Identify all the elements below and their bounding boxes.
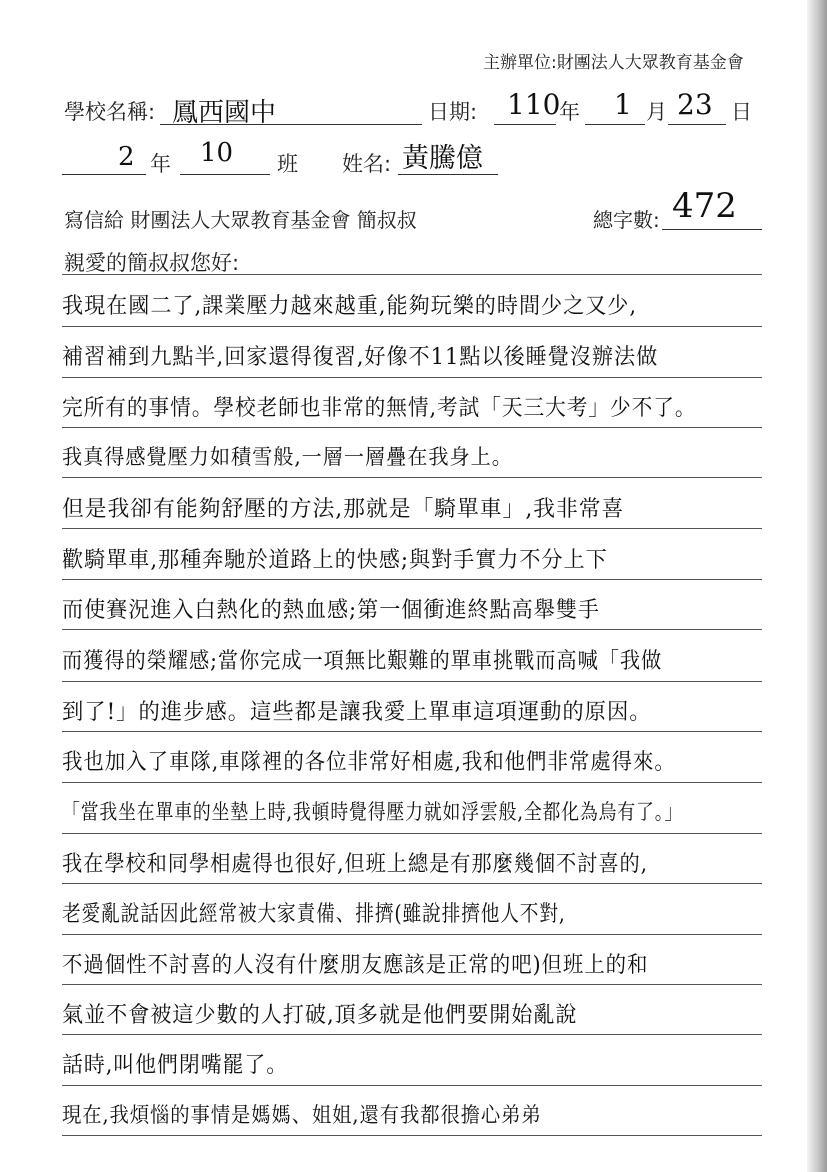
ruled-line <box>62 326 762 327</box>
letter-line: 到了!」的進步感。這些都是讓我愛上單車這項運動的原因。 <box>62 700 652 725</box>
year-label: 年 <box>559 100 580 124</box>
ruled-line <box>62 528 762 529</box>
ruled-line <box>62 984 762 985</box>
ruled-line <box>62 833 762 834</box>
salutation: 親愛的簡叔叔您好: <box>64 251 240 275</box>
name-underline <box>398 174 498 175</box>
binding-shadow <box>807 0 827 1172</box>
organizer-label: 主辦單位:財團法人大眾教育基金會 <box>483 53 744 73</box>
ruled-line <box>62 934 762 935</box>
letter-line: 我真得感覺壓力如積雪般,一層一層疊在我身上。 <box>62 445 513 469</box>
letter-line: 我也加入了車隊,車隊裡的各位非常好相處,我和他們非常處得來。 <box>62 750 676 775</box>
letter-line: 氣並不會被這少數的人打破,頂多就是他們要開始亂說 <box>62 1003 578 1028</box>
class-underline <box>180 174 270 175</box>
letter-line: 老愛亂說話因此經常被大家責備、排擠(雖說排擠他人不對, <box>62 902 566 927</box>
letter-line: 我在學校和同學相處得也很好,但班上總是有那麼幾個不討喜的, <box>62 852 649 877</box>
month-value: 1 <box>614 88 632 121</box>
month-label: 月 <box>646 100 667 124</box>
ruled-line <box>62 1135 762 1136</box>
word-count-value: 472 <box>672 186 737 226</box>
name-label: 姓名: <box>342 152 392 176</box>
letter-line: 「當我坐在單車的坐墊上時,我頓時覺得壓力就如浮雲般,全都化為烏有了。」 <box>62 800 684 824</box>
ruled-line <box>62 274 762 275</box>
word-count-underline <box>662 229 762 230</box>
grade-value: 2 <box>118 142 135 172</box>
letter-line: 歡騎單車,那種奔馳於道路上的快感;與對手實力不分上下 <box>62 548 608 573</box>
letter-line: 但是我卻有能夠舒壓的方法,那就是「騎單車」,我非常喜 <box>62 497 625 522</box>
ruled-line <box>62 883 762 884</box>
letter-line: 不過個性不討喜的人沒有什麼朋友應該是正常的吧)但班上的和 <box>62 953 649 978</box>
class-label: 班 <box>277 152 298 176</box>
day-value: 23 <box>677 88 713 121</box>
school-label: 學校名稱: <box>64 100 156 124</box>
letter-line: 話時,叫他們閉嘴罷了。 <box>62 1053 289 1078</box>
year-value: 110 <box>507 88 561 121</box>
date-label: 日期: <box>428 100 478 124</box>
ruled-line <box>62 477 762 478</box>
ruled-line <box>62 427 762 428</box>
word-count-label: 總字數: <box>593 208 660 232</box>
letter-line: 而獲得的榮耀感;當你完成一項無比艱難的單車挑戰而高喊「我做 <box>62 649 663 674</box>
ruled-line <box>62 1085 762 1086</box>
school-value: 鳳西國中 <box>172 98 277 128</box>
ruled-line <box>62 377 762 378</box>
year-underline <box>494 124 556 125</box>
class-value: 10 <box>200 138 234 168</box>
school-underline <box>160 124 422 125</box>
letter-line: 補習補到九點半,回家還得復習,好像不11點以後睡覺沒辦法做 <box>62 345 659 370</box>
letter-line: 而使賽況進入白熱化的熱血感;第一個衝進終點高舉雙手 <box>62 598 601 623</box>
ruled-line <box>62 681 762 682</box>
ruled-line <box>62 782 762 783</box>
ruled-line <box>62 1034 762 1035</box>
ruled-line <box>62 731 762 732</box>
grade-label: 年 <box>150 152 171 176</box>
letter-line: 我現在國二了,課業壓力越來越重,能夠玩樂的時間少之又少, <box>62 294 638 319</box>
month-underline <box>585 124 645 125</box>
day-underline <box>668 124 726 125</box>
letter-line: 完所有的事情。學校老師也非常的無情,考試「天三大考」少不了。 <box>62 396 697 421</box>
name-value: 黃騰億 <box>402 143 483 174</box>
grade-underline <box>62 174 146 175</box>
day-label: 日 <box>731 100 752 124</box>
recipient-label: 寫信給 財團法人大眾教育基金會 簡叔叔 <box>64 208 417 232</box>
ruled-line <box>62 579 762 580</box>
ruled-line <box>62 629 762 630</box>
letter-line: 現在,我煩惱的事情是媽媽、姐姐,還有我都很擔心弟弟 <box>62 1103 542 1127</box>
